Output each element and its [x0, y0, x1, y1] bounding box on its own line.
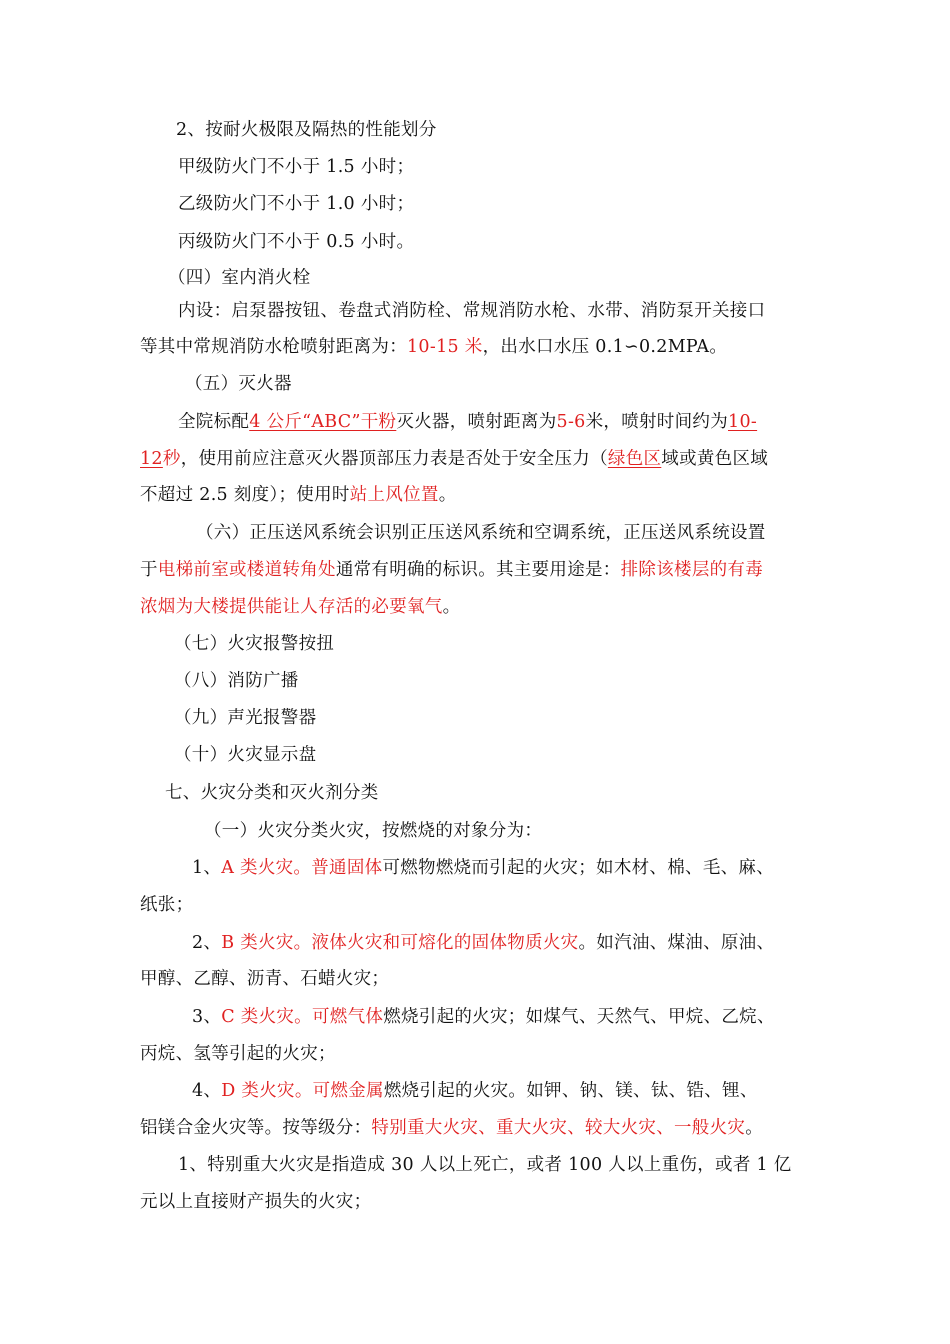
text: 甲级防火门不小于 1.5 小时； [178, 157, 415, 177]
section-heading-fire-door-classification [176, 118, 437, 142]
list-item [174, 743, 316, 767]
text: （九）声光报警器 [174, 708, 317, 728]
paragraph-line [178, 1153, 792, 1177]
section-heading-fire-classification [165, 781, 379, 805]
text: 通常有明确的标识。其主要用途是： [335, 560, 621, 580]
paragraph-line [140, 335, 727, 359]
text: 。 [745, 1118, 764, 1138]
text: （五）灭火器 [185, 374, 292, 394]
text: （八）消防广播 [174, 671, 299, 691]
paragraph-line [178, 230, 414, 254]
text: 甲醇、乙醇、沥青、石蜡火灾； [140, 969, 390, 989]
text: 丙级防火门不小于 0.5 小时。 [178, 232, 415, 252]
text: 米，喷射时间约为 [585, 412, 729, 432]
paragraph-line [140, 595, 460, 619]
paragraph-line [192, 931, 774, 955]
text: ，出水口水压 0.1∽0.2MPA。 [482, 337, 728, 357]
text: 全院标配 [178, 412, 250, 432]
highlight-text: 5-6 [556, 412, 586, 432]
text: 乙级防火门不小于 1.0 小时； [178, 194, 415, 214]
paragraph-line [140, 967, 389, 991]
highlight-text: 特别重大火灾、重大火灾、较大火灾、一般火灾 [371, 1118, 746, 1138]
text: （一）火灾分类火灾，按燃烧的对象分为： [204, 821, 543, 841]
highlight-text: 绿色区 [607, 449, 662, 469]
text: 。 [438, 485, 457, 505]
list-item [174, 632, 334, 656]
list-item [174, 669, 299, 693]
text: 不超过 2.5 刻度）；使用时 [140, 485, 350, 505]
highlight-text: 4 公斤“ABC”干粉 [249, 412, 397, 432]
text: 3、 [192, 1007, 222, 1027]
text: 丙烷、氢等引起的火灾； [140, 1044, 336, 1064]
paragraph-line [140, 558, 763, 582]
highlight-text: B 类火灾。液体火灾和可熔化的固体物质火灾 [221, 933, 579, 953]
text: 可燃物燃烧而引起的火灾；如木材、棉、毛、麻、 [382, 858, 775, 878]
highlight-text: 10- [728, 412, 758, 432]
highlight-text: 站上风位置 [349, 485, 439, 505]
highlight-text: D 类火灾。可燃金属 [221, 1081, 384, 1101]
text: 元以上直接财产损失的火灾； [140, 1192, 372, 1212]
highlight-text: 10-15 米 [407, 337, 483, 357]
text: 七、火灾分类和灭火剂分类 [165, 783, 379, 803]
highlight-text: 12 [140, 449, 163, 469]
paragraph-line [140, 1116, 763, 1140]
text: 内设：启泵器按钮、卷盘式消防栓、常规消防水枪、水带、消防泵开关接口 [178, 301, 766, 321]
paragraph-line [178, 410, 757, 434]
paragraph-line [196, 521, 766, 545]
paragraph-line [178, 192, 414, 216]
text: 4、 [192, 1081, 222, 1101]
paragraph-line [140, 1042, 336, 1066]
text: 于 [140, 560, 158, 580]
text: ，使用前应注意灭火器顶部压力表是否处于安全压力（ [180, 449, 608, 469]
section-heading-extinguisher [185, 372, 292, 396]
text: 燃烧引起的火灾。如钾、钠、镁、钛、锆、锂、 [383, 1081, 758, 1101]
paragraph-line [140, 483, 457, 507]
text: 铝镁合金火灾等。按等级分： [140, 1118, 372, 1138]
text: 1、 [192, 858, 222, 878]
paragraph-line [140, 1190, 371, 1214]
list-item [174, 706, 316, 730]
highlight-text: 浓烟为大楼提供能让人存活的必要氧气 [140, 597, 443, 617]
paragraph-line [192, 1079, 758, 1103]
text: 1、特别重大火灾是指造成 30 人以上死亡，或者 100 人以上重伤，或者 1 亿 [178, 1155, 792, 1175]
highlight-text: A 类火灾。普通固体 [221, 858, 383, 878]
section-heading-indoor-hydrant [168, 266, 310, 290]
highlight-text: C 类火灾。可燃气体 [221, 1007, 384, 1027]
text: （十）火灾显示盘 [174, 745, 317, 765]
text: 纸张； [140, 895, 194, 915]
paragraph-line [140, 447, 768, 471]
text: 燃烧引起的火灾；如煤气、天然气、甲烷、乙烷、 [383, 1007, 775, 1027]
text: （七）火灾报警按扭 [174, 634, 335, 654]
text: 。如汽油、煤油、原油、 [578, 933, 775, 953]
paragraph-line [140, 893, 193, 917]
highlight-text: 排除该楼层的有毒 [620, 560, 764, 580]
paragraph-line [192, 1005, 775, 1029]
text: 2、按耐火极限及隔热的性能划分 [176, 120, 437, 140]
text: 。 [442, 597, 461, 617]
paragraph-line [204, 819, 542, 843]
highlight-text: 电梯前室或楼道转角处 [157, 560, 336, 580]
text: 灭火器，喷射距离为 [396, 412, 557, 432]
highlight-text: 秒 [162, 449, 181, 469]
text: （六）正压送风系统会识别正压送风系统和空调系统，正压送风系统设置 [196, 523, 766, 543]
text: 域或黄色区域 [661, 449, 769, 469]
text: （四）室内消火栓 [168, 268, 311, 288]
paragraph-line [178, 155, 414, 179]
paragraph-line [178, 299, 765, 323]
text: 2、 [192, 933, 222, 953]
text: 等其中常规消防水枪喷射距离为： [140, 337, 407, 357]
paragraph-line [192, 856, 774, 880]
